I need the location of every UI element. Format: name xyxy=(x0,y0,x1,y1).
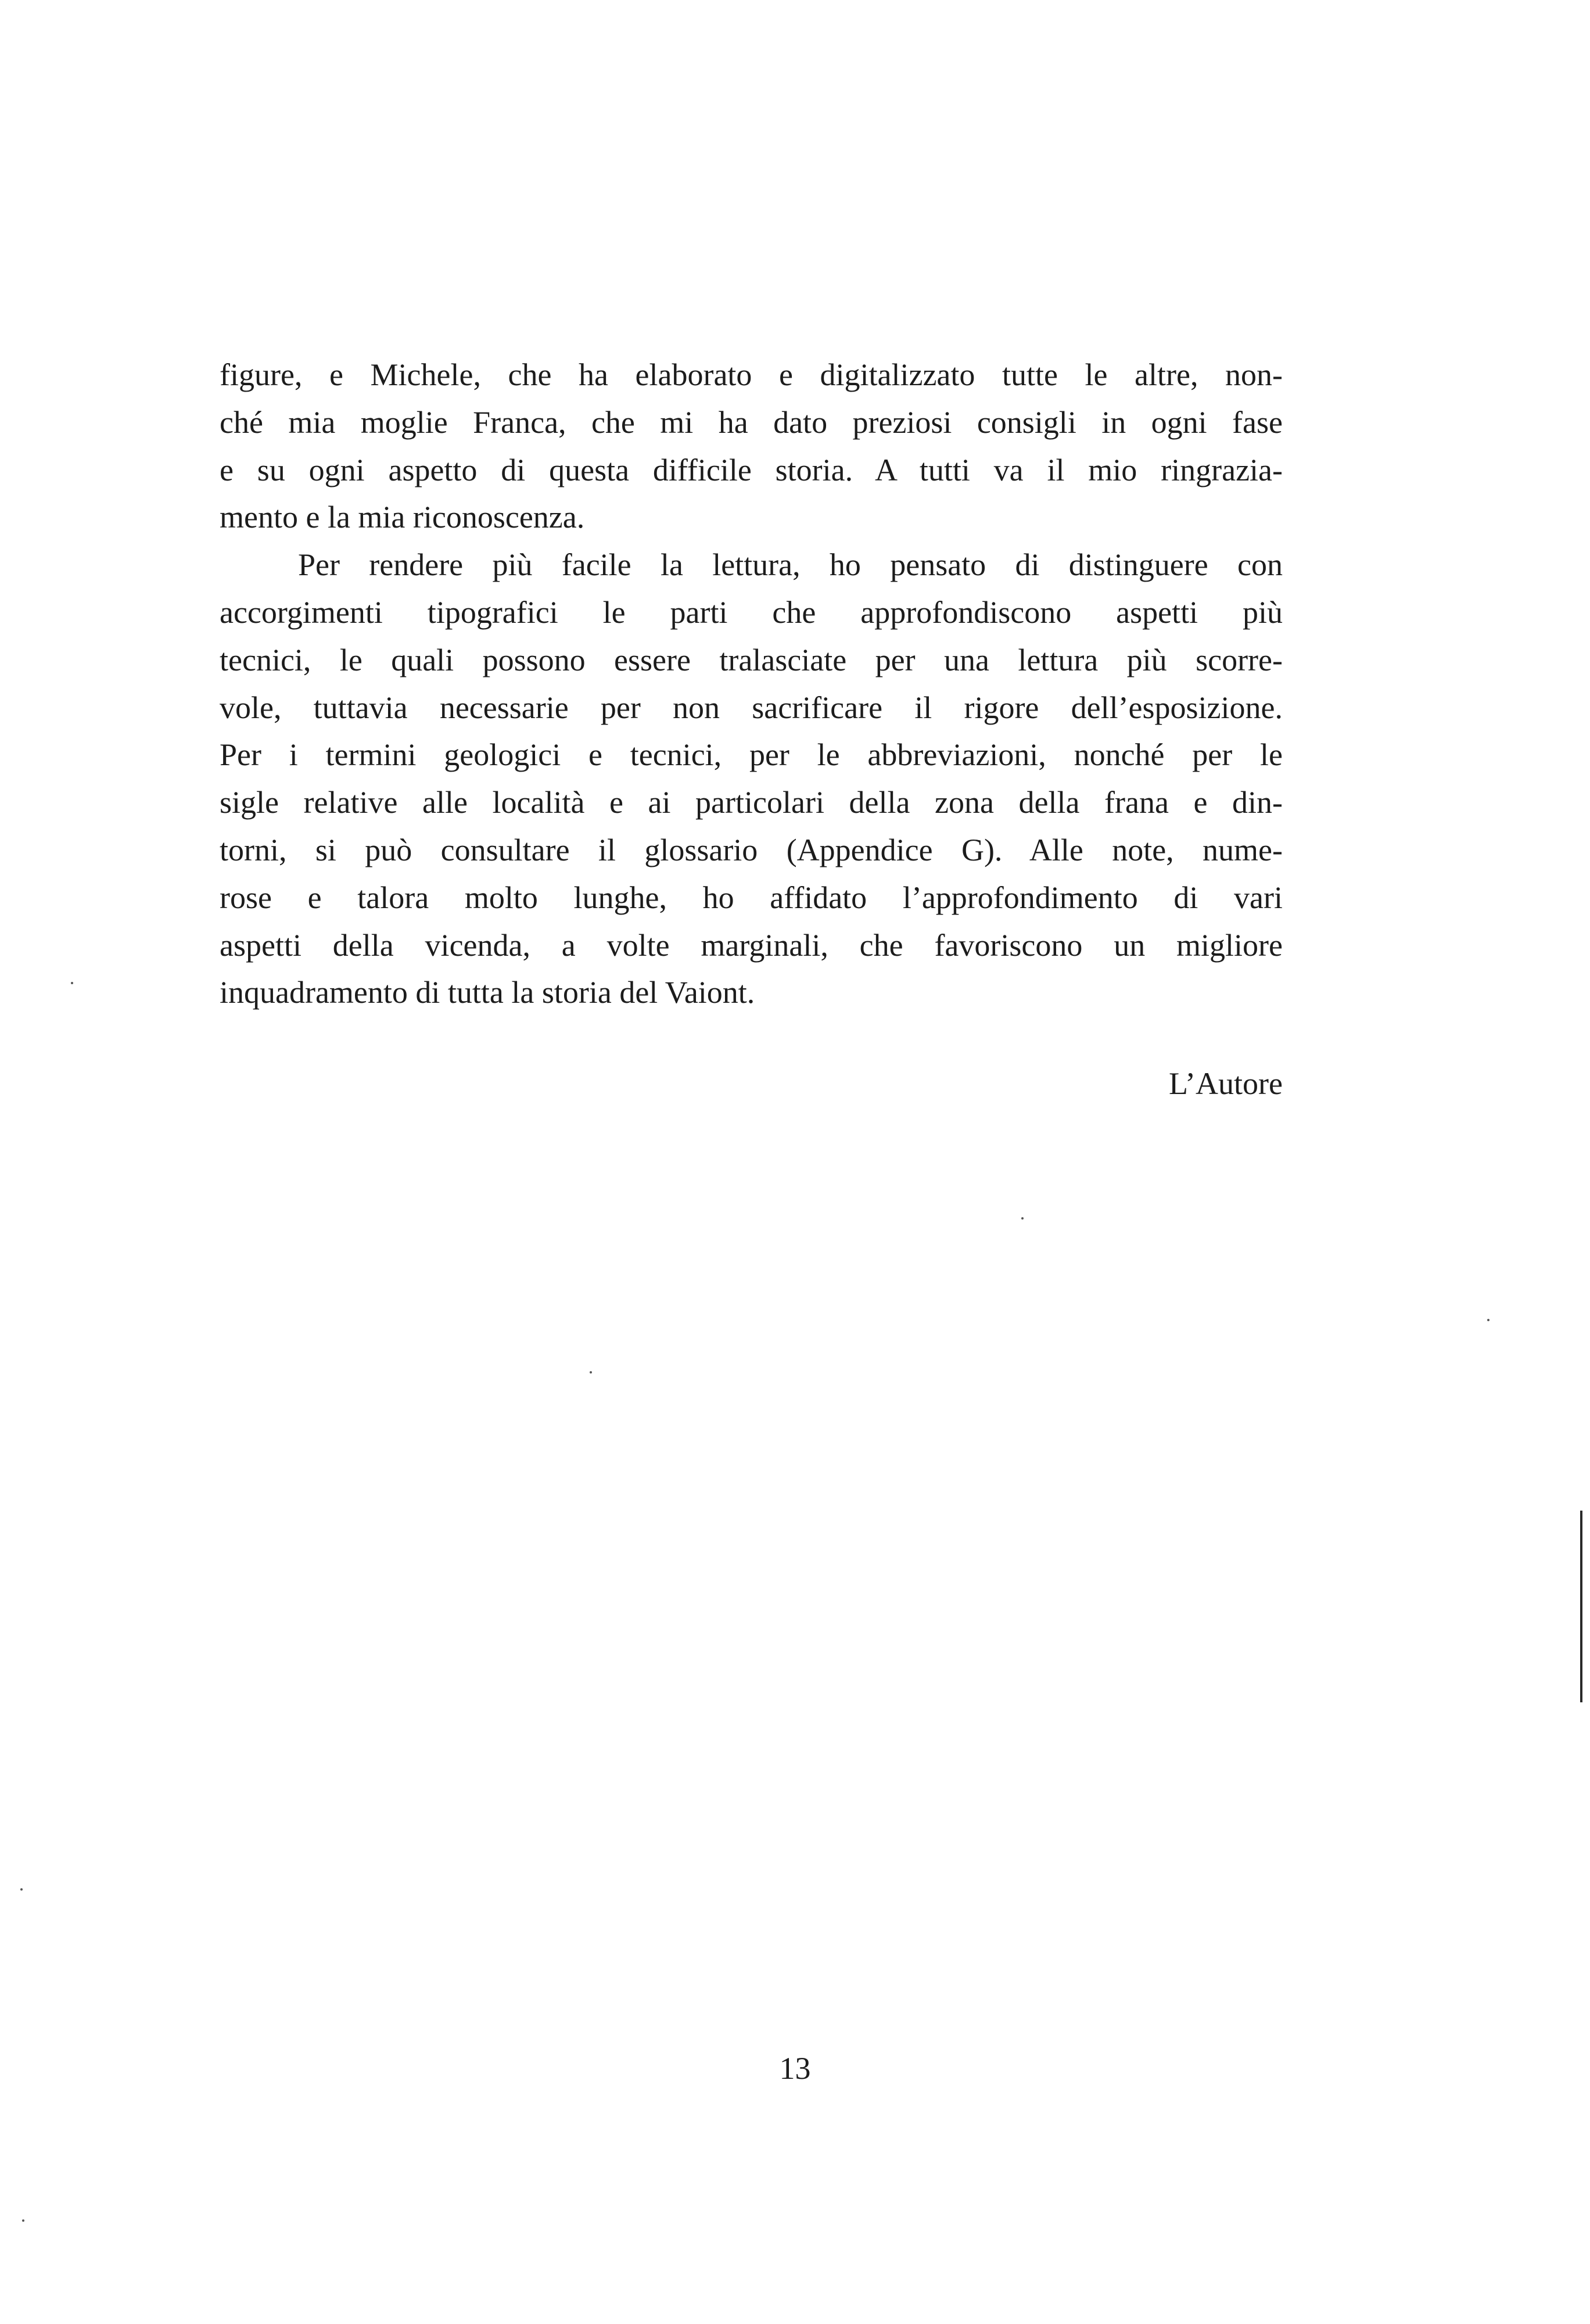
scan-speck xyxy=(20,1888,23,1891)
scan-edge-mark xyxy=(1580,1511,1582,1702)
scan-speck xyxy=(590,1371,592,1373)
scan-speck xyxy=(71,982,73,984)
paragraph-2-line-1: Per rendere più facile la lettura, ho pensato di distinguere con xyxy=(298,547,1283,583)
paragraph-1-line-4: mento e la mia riconoscenza. xyxy=(220,500,585,535)
body-text xyxy=(220,352,1283,1017)
paragraph-1-line-3: e su ogni aspetto di questa difficile storia. A tutti va il mio ringrazia- xyxy=(220,452,1283,487)
author-signature: L’Autore xyxy=(1169,1066,1283,1101)
paragraph-2-line-8: rose e talora molto lunghe, ho affidato l’approfondimento di vari xyxy=(220,880,1283,915)
paragraph-2-line-9: aspetti della vicenda, a volte marginali, che favoriscono un migliore xyxy=(220,927,1283,963)
paragraph-1-line-1: figure, e Michele, che ha elaborato e digitalizzato tutte le altre, non- xyxy=(220,357,1283,392)
scan-speck xyxy=(1021,1217,1024,1220)
scan-speck xyxy=(1487,1319,1489,1321)
paragraph-2-line-3: tecnici, le quali possono essere tralasciate per una lettura più scorre- xyxy=(220,642,1283,677)
paragraph-2-line-10: inquadramento di tutta la storia del Vaiont. xyxy=(220,975,755,1010)
page-number: 13 xyxy=(779,2051,811,2086)
paragraph-1-line-2: ché mia moglie Franca, che mi ha dato preziosi consigli in ogni fase xyxy=(220,404,1283,440)
paragraph-2-line-2: accorgimenti tipografici le parti che approfondiscono aspetti più xyxy=(220,594,1283,630)
paragraph-2-line-4: vole, tuttavia necessarie per non sacrificare il rigore dell’esposizione. xyxy=(220,690,1283,725)
paragraph-2-line-7: torni, si può consultare il glossario (Appendice G). Alle note, nume- xyxy=(220,832,1283,867)
paragraph-2-line-5: Per i termini geologici e tecnici, per le abbreviazioni, nonché per le xyxy=(220,737,1283,773)
scan-speck xyxy=(22,2219,24,2222)
paragraph-2-line-6: sigle relative alle località e ai particolari della zona della frana e din- xyxy=(220,785,1283,820)
